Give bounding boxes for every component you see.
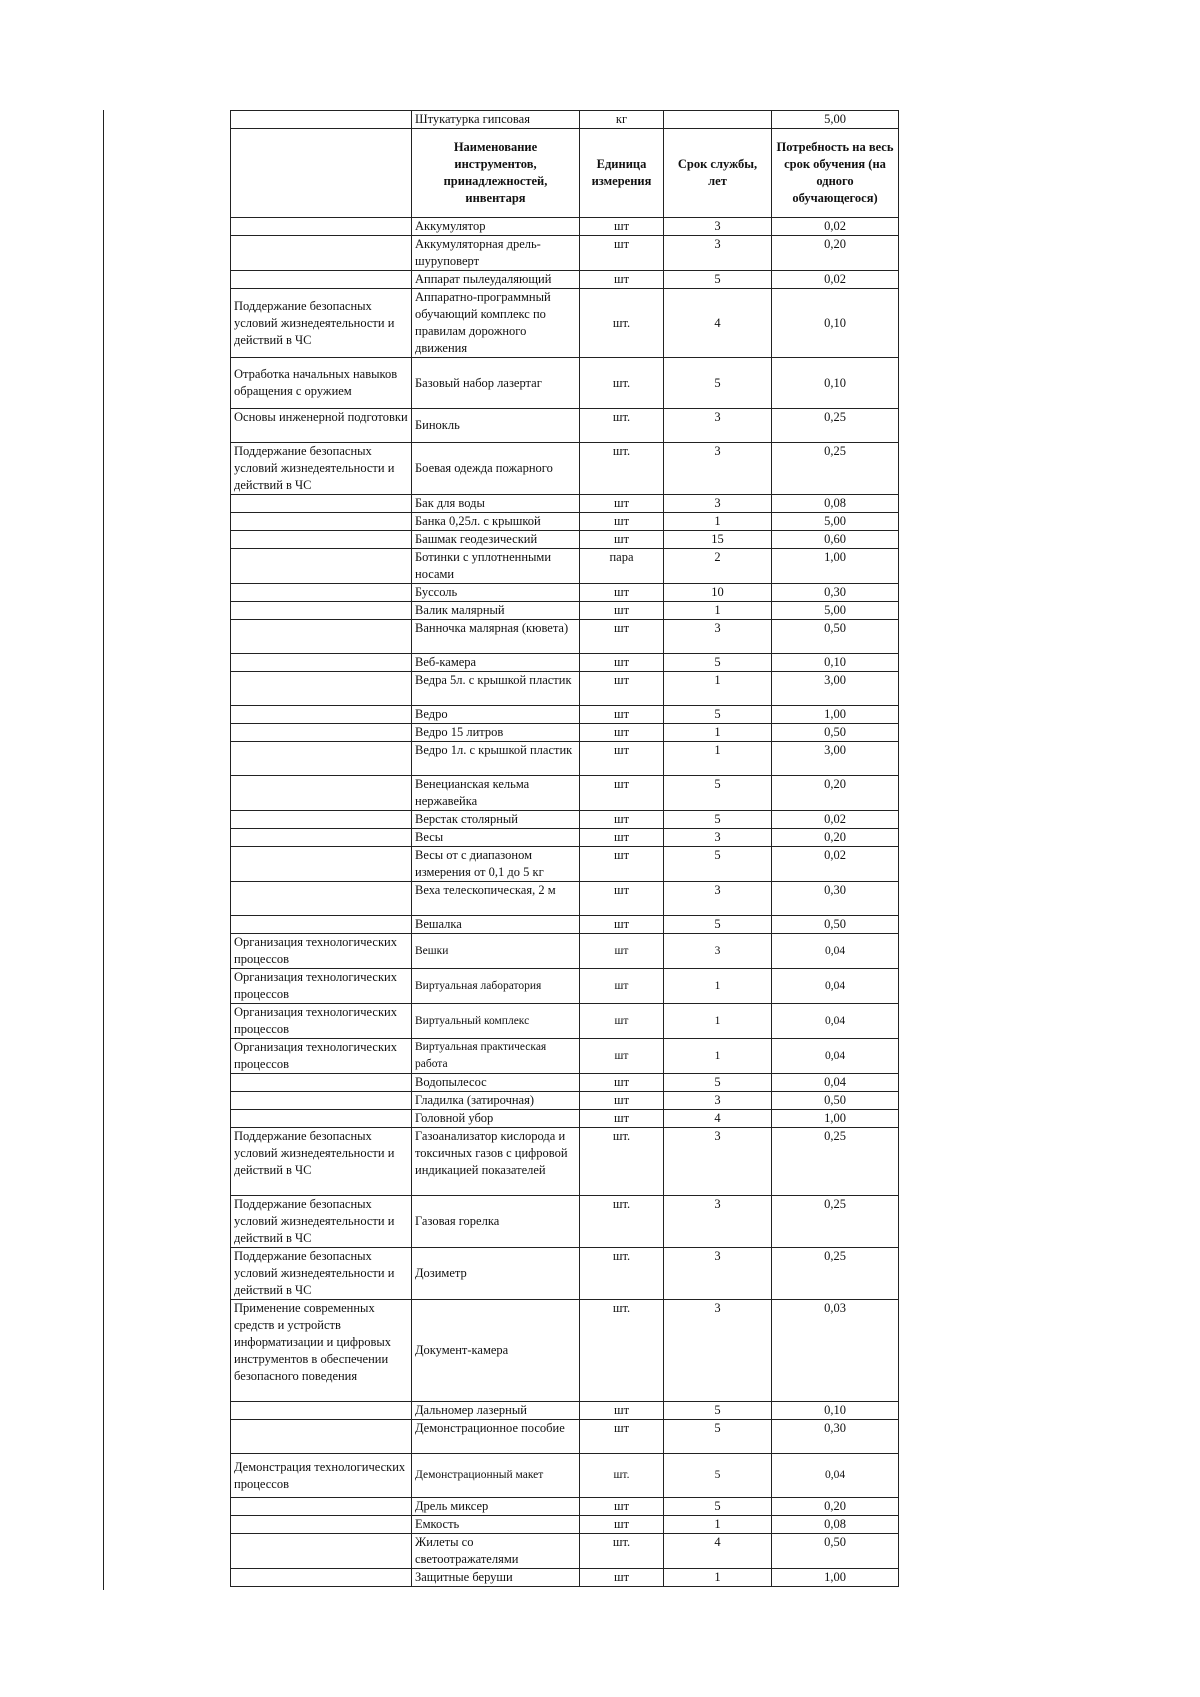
unit-cell: шт	[580, 602, 664, 620]
service-life-cell: 3	[664, 882, 772, 916]
table-row	[231, 602, 899, 620]
requirement-cell: 0,25	[772, 409, 899, 443]
service-life-cell: 3	[664, 1248, 772, 1300]
activity-cell	[231, 271, 412, 289]
item-name-cell: Бинокль	[412, 409, 580, 443]
item-name-cell: Аккумулятор	[412, 218, 580, 236]
table-row	[231, 358, 899, 409]
activity-cell: Организация технологических процессов	[231, 969, 412, 1004]
requirement-cell: 3,00	[772, 672, 899, 706]
unit-cell: шт	[580, 531, 664, 549]
item-name-cell: Бак для воды	[412, 495, 580, 513]
unit-cell: шт	[580, 1004, 664, 1039]
unit-cell: шт	[580, 829, 664, 847]
activity-cell	[231, 549, 412, 584]
inventory-table-body	[231, 111, 899, 1587]
requirement-cell: 5,00	[772, 513, 899, 531]
requirement-cell: 0,20	[772, 1498, 899, 1516]
item-name-cell: Вешалка	[412, 916, 580, 934]
item-name-cell: Дальномер лазерный	[412, 1402, 580, 1420]
activity-cell: Демонстрация технологических процессов	[231, 1454, 412, 1498]
table-row	[231, 829, 899, 847]
unit-cell: шт.	[580, 1300, 664, 1402]
unit-cell: шт	[580, 513, 664, 531]
requirement-cell: 1,00	[772, 549, 899, 584]
requirement-cell: 5,00	[772, 111, 899, 129]
table-row	[231, 1534, 899, 1569]
table-row	[231, 218, 899, 236]
service-life-cell: 3	[664, 495, 772, 513]
service-life-cell: 3	[664, 443, 772, 495]
unit-cell: пара	[580, 549, 664, 584]
unit-cell: шт	[580, 236, 664, 271]
unit-cell: шт	[580, 218, 664, 236]
unit-cell: шт	[580, 1516, 664, 1534]
service-life-cell: 3	[664, 1128, 772, 1196]
requirement-cell: 1,00	[772, 1110, 899, 1128]
service-life-cell: 4	[664, 1534, 772, 1569]
table-header-row	[231, 129, 899, 218]
activity-cell	[231, 1498, 412, 1516]
unit-cell: шт.	[580, 1534, 664, 1569]
service-life-cell: 1	[664, 513, 772, 531]
activity-cell	[231, 602, 412, 620]
item-name-cell: Ванночка малярная (кювета)	[412, 620, 580, 654]
requirement-cell: 0,30	[772, 882, 899, 916]
requirement-cell: 0,10	[772, 654, 899, 672]
requirement-cell: 0,25	[772, 1248, 899, 1300]
service-life-cell: 5	[664, 776, 772, 811]
unit-cell: шт	[580, 969, 664, 1004]
service-life-cell: 5	[664, 916, 772, 934]
item-name-cell: Емкость	[412, 1516, 580, 1534]
item-name-cell: Штукатурка гипсовая	[412, 111, 580, 129]
item-name-cell: Верстак столярный	[412, 811, 580, 829]
activity-cell: Применение современных средств и устройств информатизации и цифровых инструментов в обеспечении безопасного поведения	[231, 1300, 412, 1402]
requirement-cell: 0,30	[772, 1420, 899, 1454]
activity-cell	[231, 742, 412, 776]
header-name-cell: Наименование инструментов, принадлежностей, инвентаря	[412, 129, 580, 218]
table-row	[231, 847, 899, 882]
service-life-cell: 1	[664, 724, 772, 742]
table-row	[231, 811, 899, 829]
unit-cell: шт	[580, 1092, 664, 1110]
table-row	[231, 289, 899, 358]
item-name-cell: Веха телескопическая, 2 м	[412, 882, 580, 916]
service-life-cell: 5	[664, 1498, 772, 1516]
activity-cell	[231, 1420, 412, 1454]
table-row	[231, 1004, 899, 1039]
requirement-cell: 0,08	[772, 1516, 899, 1534]
unit-cell: шт	[580, 706, 664, 724]
service-life-cell: 5	[664, 358, 772, 409]
table-row	[231, 1110, 899, 1128]
activity-cell: Поддержание безопасных условий жизнедеятельности и действий в ЧС	[231, 443, 412, 495]
service-life-cell: 5	[664, 654, 772, 672]
service-life-cell: 5	[664, 1454, 772, 1498]
activity-cell	[231, 513, 412, 531]
table-row	[231, 1516, 899, 1534]
table-row	[231, 409, 899, 443]
item-name-cell: Вешки	[412, 934, 580, 969]
service-life-cell: 3	[664, 620, 772, 654]
item-name-cell: Ведра 5л. с крышкой пластик	[412, 672, 580, 706]
table-row	[231, 1092, 899, 1110]
requirement-cell: 0,50	[772, 916, 899, 934]
service-life-cell: 1	[664, 969, 772, 1004]
unit-cell: шт	[580, 584, 664, 602]
service-life-cell: 10	[664, 584, 772, 602]
item-name-cell: Ботинки с уплотненными носами	[412, 549, 580, 584]
table-row	[231, 443, 899, 495]
table-row	[231, 706, 899, 724]
requirement-cell: 1,00	[772, 706, 899, 724]
item-name-cell: Демонстрационный макет	[412, 1454, 580, 1498]
item-name-cell: Башмак геодезический	[412, 531, 580, 549]
unit-cell: шт	[580, 742, 664, 776]
activity-cell	[231, 584, 412, 602]
requirement-cell: 3,00	[772, 742, 899, 776]
unit-cell: шт	[580, 916, 664, 934]
activity-cell	[231, 829, 412, 847]
item-name-cell: Виртуальный комплекс	[412, 1004, 580, 1039]
item-name-cell: Ведро	[412, 706, 580, 724]
activity-cell: Поддержание безопасных условий жизнедеятельности и действий в ЧС	[231, 1196, 412, 1248]
item-name-cell: Дозиметр	[412, 1248, 580, 1300]
unit-cell: шт	[580, 1074, 664, 1092]
table-row	[231, 969, 899, 1004]
unit-cell: шт	[580, 495, 664, 513]
item-name-cell: Виртуальная лаборатория	[412, 969, 580, 1004]
activity-cell	[231, 1074, 412, 1092]
unit-cell: шт	[580, 1039, 664, 1074]
item-name-cell: Головной убор	[412, 1110, 580, 1128]
item-name-cell: Демонстрационное пособие	[412, 1420, 580, 1454]
requirement-cell: 0,50	[772, 1534, 899, 1569]
requirement-cell: 0,50	[772, 620, 899, 654]
item-name-cell: Аппарат пылеудаляющий	[412, 271, 580, 289]
requirement-cell: 0,10	[772, 289, 899, 358]
activity-cell: Основы инженерной подготовки	[231, 409, 412, 443]
unit-cell: шт.	[580, 1454, 664, 1498]
requirement-cell: 0,20	[772, 776, 899, 811]
item-name-cell: Весы от с диапазоном измерения от 0,1 до 5 кг	[412, 847, 580, 882]
service-life-cell: 3	[664, 934, 772, 969]
unit-cell: шт	[580, 1420, 664, 1454]
requirement-cell: 0,50	[772, 724, 899, 742]
unit-cell: шт	[580, 620, 664, 654]
table-row	[231, 1196, 899, 1248]
activity-cell: Организация технологических процессов	[231, 1004, 412, 1039]
requirement-cell: 0,10	[772, 358, 899, 409]
unit-cell: шт.	[580, 443, 664, 495]
table-row	[231, 1454, 899, 1498]
requirement-cell: 0,20	[772, 236, 899, 271]
item-name-cell: Ведро 1л. с крышкой пластик	[412, 742, 580, 776]
activity-cell	[231, 1110, 412, 1128]
requirement-cell: 0,25	[772, 1128, 899, 1196]
activity-cell: Поддержание безопасных условий жизнедеятельности и действий в ЧС	[231, 1248, 412, 1300]
item-name-cell: Веб-камера	[412, 654, 580, 672]
item-name-cell: Аппаратно-программный обучающий комплекс по правилам дорожного движения	[412, 289, 580, 358]
table-row	[231, 1569, 899, 1587]
activity-cell	[231, 1569, 412, 1587]
service-life-cell: 1	[664, 602, 772, 620]
table-row	[231, 620, 899, 654]
unit-cell: шт	[580, 1110, 664, 1128]
service-life-cell: 5	[664, 1402, 772, 1420]
service-life-cell: 3	[664, 1300, 772, 1402]
requirement-cell: 0,02	[772, 811, 899, 829]
item-name-cell: Дрель миксер	[412, 1498, 580, 1516]
service-life-cell: 1	[664, 1004, 772, 1039]
table-row	[231, 1498, 899, 1516]
table-row	[231, 672, 899, 706]
unit-cell: шт	[580, 271, 664, 289]
service-life-cell: 1	[664, 1039, 772, 1074]
item-name-cell: Гладилка (затирочная)	[412, 1092, 580, 1110]
service-life-cell: 3	[664, 1092, 772, 1110]
service-life-cell: 5	[664, 706, 772, 724]
requirement-cell: 0,02	[772, 218, 899, 236]
activity-cell	[231, 495, 412, 513]
unit-cell: шт	[580, 811, 664, 829]
activity-cell	[231, 882, 412, 916]
service-life-cell: 3	[664, 1196, 772, 1248]
activity-cell: Поддержание безопасных условий жизнедеятельности и действий в ЧС	[231, 1128, 412, 1196]
unit-cell: шт	[580, 1402, 664, 1420]
table-row	[231, 1402, 899, 1420]
activity-cell	[231, 916, 412, 934]
unit-cell: шт	[580, 882, 664, 916]
activity-cell	[231, 1092, 412, 1110]
service-life-cell: 4	[664, 289, 772, 358]
table-row	[231, 934, 899, 969]
unit-cell: шт.	[580, 1128, 664, 1196]
requirement-cell: 0,04	[772, 1004, 899, 1039]
activity-cell	[231, 111, 412, 129]
requirement-cell: 0,04	[772, 1039, 899, 1074]
table-row	[231, 271, 899, 289]
table-row	[231, 584, 899, 602]
item-name-cell: Жилеты со светоотражателями	[412, 1534, 580, 1569]
item-name-cell: Аккумуляторная дрель-шуруповерт	[412, 236, 580, 271]
table-row	[231, 111, 899, 129]
unit-cell: шт	[580, 1569, 664, 1587]
item-name-cell: Виртуальная практическая работа	[412, 1039, 580, 1074]
requirement-cell: 0,08	[772, 495, 899, 513]
service-life-cell: 5	[664, 811, 772, 829]
table-row	[231, 654, 899, 672]
requirement-cell: 0,30	[772, 584, 899, 602]
table-row	[231, 549, 899, 584]
requirement-cell: 0,25	[772, 1196, 899, 1248]
table-row	[231, 776, 899, 811]
item-name-cell: Боевая одежда пожарного	[412, 443, 580, 495]
header-need-cell: Потребность на весь срок обучения (на одного обучающегося)	[772, 129, 899, 218]
item-name-cell: Банка 0,25л. с крышкой	[412, 513, 580, 531]
table-row	[231, 1420, 899, 1454]
unit-cell: шт.	[580, 409, 664, 443]
service-life-cell: 3	[664, 409, 772, 443]
activity-cell	[231, 218, 412, 236]
requirement-cell: 0,02	[772, 271, 899, 289]
activity-cell: Организация технологических процессов	[231, 1039, 412, 1074]
table-row	[231, 531, 899, 549]
table-row	[231, 1248, 899, 1300]
table-row	[231, 513, 899, 531]
requirement-cell: 0,60	[772, 531, 899, 549]
table-row	[231, 1300, 899, 1402]
service-life-cell: 5	[664, 271, 772, 289]
service-life-cell: 5	[664, 1420, 772, 1454]
unit-cell: шт	[580, 776, 664, 811]
item-name-cell: Буссоль	[412, 584, 580, 602]
item-name-cell: Базовый набор лазертаг	[412, 358, 580, 409]
header-unit-cell: Единица измерения	[580, 129, 664, 218]
activity-cell: Поддержание безопасных условий жизнедеятельности и действий в ЧС	[231, 289, 412, 358]
activity-cell	[231, 1402, 412, 1420]
table-row	[231, 882, 899, 916]
unit-cell: кг	[580, 111, 664, 129]
requirement-cell: 5,00	[772, 602, 899, 620]
table-row	[231, 742, 899, 776]
service-life-cell: 1	[664, 672, 772, 706]
item-name-cell: Защитные беруши	[412, 1569, 580, 1587]
activity-cell	[231, 776, 412, 811]
header-life-cell: Срок службы, лет	[664, 129, 772, 218]
unit-cell: шт	[580, 1498, 664, 1516]
service-life-cell: 3	[664, 829, 772, 847]
table-row	[231, 1128, 899, 1196]
activity-cell	[231, 620, 412, 654]
activity-cell	[231, 654, 412, 672]
activity-cell	[231, 672, 412, 706]
table-row	[231, 1039, 899, 1074]
service-life-cell: 3	[664, 218, 772, 236]
unit-cell: шт	[580, 724, 664, 742]
unit-cell: шт.	[580, 1196, 664, 1248]
table-row	[231, 724, 899, 742]
unit-cell: шт	[580, 847, 664, 882]
service-life-cell	[664, 111, 772, 129]
requirement-cell: 0,04	[772, 1074, 899, 1092]
header-empty-cell	[231, 129, 412, 218]
item-name-cell: Весы	[412, 829, 580, 847]
activity-cell	[231, 847, 412, 882]
requirement-cell: 0,25	[772, 443, 899, 495]
unit-cell: шт.	[580, 358, 664, 409]
requirement-cell: 0,03	[772, 1300, 899, 1402]
service-life-cell: 3	[664, 236, 772, 271]
requirement-cell: 0,50	[772, 1092, 899, 1110]
item-name-cell: Документ-камера	[412, 1300, 580, 1402]
service-life-cell: 4	[664, 1110, 772, 1128]
activity-cell	[231, 1534, 412, 1569]
item-name-cell: Водопылесос	[412, 1074, 580, 1092]
service-life-cell: 5	[664, 1074, 772, 1092]
requirement-cell: 0,04	[772, 969, 899, 1004]
service-life-cell: 5	[664, 847, 772, 882]
service-life-cell: 1	[664, 1516, 772, 1534]
margin-line	[103, 110, 104, 1590]
requirement-cell: 0,02	[772, 847, 899, 882]
service-life-cell: 15	[664, 531, 772, 549]
table-row	[231, 495, 899, 513]
service-life-cell: 1	[664, 742, 772, 776]
requirement-cell: 0,20	[772, 829, 899, 847]
unit-cell: шт	[580, 672, 664, 706]
activity-cell	[231, 531, 412, 549]
requirement-cell: 0,04	[772, 1454, 899, 1498]
unit-cell: шт.	[580, 289, 664, 358]
item-name-cell: Газоанализатор кислорода и токсичных газов с цифровой индикацией показателей	[412, 1128, 580, 1196]
item-name-cell: Венецианская кельма нержавейка	[412, 776, 580, 811]
activity-cell: Отработка начальных навыков обращения с оружием	[231, 358, 412, 409]
requirement-cell: 0,10	[772, 1402, 899, 1420]
requirement-cell: 0,04	[772, 934, 899, 969]
unit-cell: шт	[580, 934, 664, 969]
table-row	[231, 236, 899, 271]
item-name-cell: Валик малярный	[412, 602, 580, 620]
service-life-cell: 2	[664, 549, 772, 584]
table-row	[231, 916, 899, 934]
activity-cell	[231, 1516, 412, 1534]
activity-cell: Организация технологических процессов	[231, 934, 412, 969]
service-life-cell: 1	[664, 1569, 772, 1587]
activity-cell	[231, 811, 412, 829]
unit-cell: шт	[580, 654, 664, 672]
activity-cell	[231, 706, 412, 724]
inventory-table	[230, 110, 899, 1587]
item-name-cell: Газовая горелка	[412, 1196, 580, 1248]
item-name-cell: Ведро 15 литров	[412, 724, 580, 742]
activity-cell	[231, 724, 412, 742]
activity-cell	[231, 236, 412, 271]
table-row	[231, 1074, 899, 1092]
requirement-cell: 1,00	[772, 1569, 899, 1587]
unit-cell: шт.	[580, 1248, 664, 1300]
